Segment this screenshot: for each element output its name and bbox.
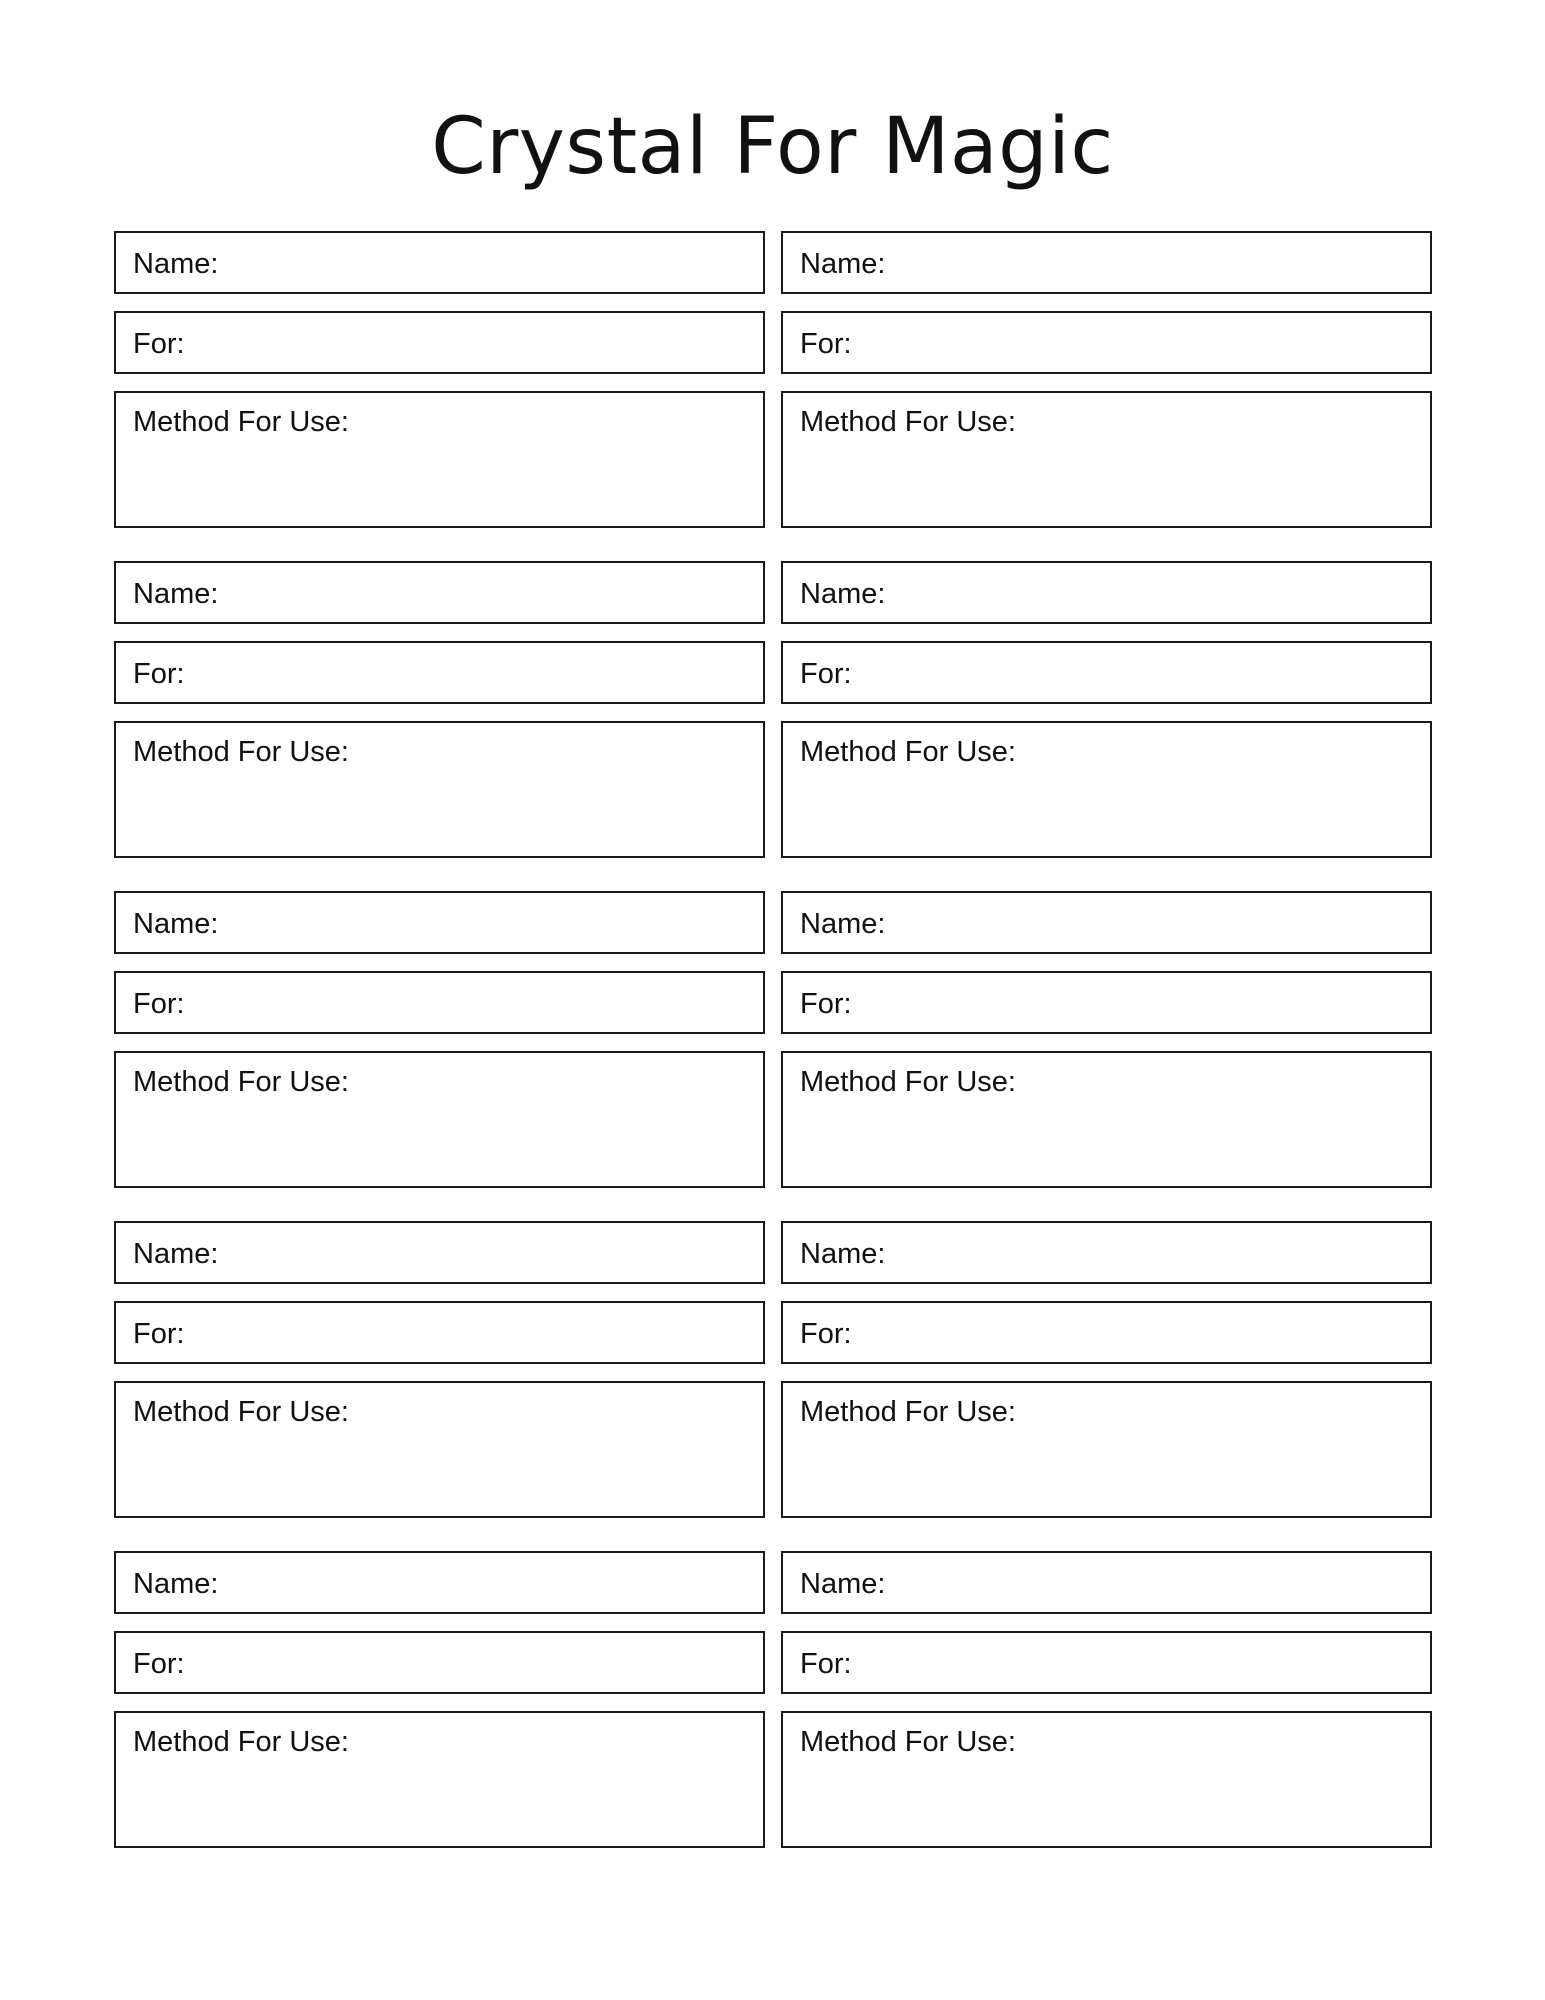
method-label: Method For Use: bbox=[133, 1396, 349, 1428]
for-label: For: bbox=[800, 328, 852, 360]
for-field[interactable] bbox=[114, 311, 765, 374]
name-label: Name: bbox=[133, 908, 219, 940]
for-label: For: bbox=[133, 658, 185, 690]
method-field[interactable] bbox=[114, 1711, 765, 1848]
name-field[interactable] bbox=[114, 1551, 765, 1614]
crystal-entry-card bbox=[114, 231, 765, 528]
for-field[interactable] bbox=[781, 641, 1432, 704]
method-field[interactable] bbox=[781, 1051, 1432, 1188]
for-field[interactable] bbox=[781, 1631, 1432, 1694]
method-label: Method For Use: bbox=[133, 406, 349, 438]
for-field[interactable] bbox=[114, 971, 765, 1034]
method-label: Method For Use: bbox=[133, 736, 349, 768]
crystal-entry-card bbox=[781, 1221, 1432, 1518]
method-label: Method For Use: bbox=[133, 1066, 349, 1098]
name-field[interactable] bbox=[114, 891, 765, 954]
for-field[interactable] bbox=[114, 1301, 765, 1364]
for-field[interactable] bbox=[114, 1631, 765, 1694]
method-field[interactable] bbox=[114, 721, 765, 858]
for-label: For: bbox=[133, 1318, 185, 1350]
crystal-entry-card bbox=[781, 891, 1432, 1188]
method-label: Method For Use: bbox=[800, 1396, 1016, 1428]
for-label: For: bbox=[133, 1648, 185, 1680]
crystal-entry-card bbox=[114, 1551, 765, 1848]
name-field[interactable] bbox=[114, 561, 765, 624]
crystal-entry-card bbox=[781, 231, 1432, 528]
page-title: Crystal For Magic bbox=[431, 102, 1114, 192]
method-field[interactable] bbox=[781, 721, 1432, 858]
name-label: Name: bbox=[133, 1238, 219, 1270]
method-label: Method For Use: bbox=[800, 736, 1016, 768]
name-field[interactable] bbox=[781, 561, 1432, 624]
crystal-entry-grid bbox=[114, 231, 1432, 1881]
for-field[interactable] bbox=[114, 641, 765, 704]
name-label: Name: bbox=[800, 248, 886, 280]
name-label: Name: bbox=[133, 578, 219, 610]
name-field[interactable] bbox=[781, 1221, 1432, 1284]
crystal-entry-card bbox=[781, 561, 1432, 858]
method-label: Method For Use: bbox=[800, 406, 1016, 438]
for-label: For: bbox=[800, 1318, 852, 1350]
crystal-entry-card bbox=[114, 1221, 765, 1518]
method-field[interactable] bbox=[114, 391, 765, 528]
method-field[interactable] bbox=[781, 391, 1432, 528]
name-field[interactable] bbox=[781, 891, 1432, 954]
method-label: Method For Use: bbox=[800, 1066, 1016, 1098]
crystal-entry-card bbox=[781, 1551, 1432, 1848]
method-label: Method For Use: bbox=[133, 1726, 349, 1758]
name-field[interactable] bbox=[781, 1551, 1432, 1614]
crystal-entry-card bbox=[114, 891, 765, 1188]
method-label: Method For Use: bbox=[800, 1726, 1016, 1758]
name-label: Name: bbox=[800, 908, 886, 940]
for-field[interactable] bbox=[781, 311, 1432, 374]
method-field[interactable] bbox=[114, 1381, 765, 1518]
name-label: Name: bbox=[800, 578, 886, 610]
method-field[interactable] bbox=[781, 1381, 1432, 1518]
name-label: Name: bbox=[133, 248, 219, 280]
name-label: Name: bbox=[133, 1568, 219, 1600]
name-field[interactable] bbox=[114, 1221, 765, 1284]
for-label: For: bbox=[133, 328, 185, 360]
for-field[interactable] bbox=[781, 1301, 1432, 1364]
name-label: Name: bbox=[800, 1568, 886, 1600]
for-label: For: bbox=[800, 1648, 852, 1680]
method-field[interactable] bbox=[781, 1711, 1432, 1848]
name-field[interactable] bbox=[114, 231, 765, 294]
for-label: For: bbox=[800, 988, 852, 1020]
method-field[interactable] bbox=[114, 1051, 765, 1188]
crystal-entry-card bbox=[114, 561, 765, 858]
for-label: For: bbox=[800, 658, 852, 690]
for-label: For: bbox=[133, 988, 185, 1020]
name-label: Name: bbox=[800, 1238, 886, 1270]
for-field[interactable] bbox=[781, 971, 1432, 1034]
name-field[interactable] bbox=[781, 231, 1432, 294]
